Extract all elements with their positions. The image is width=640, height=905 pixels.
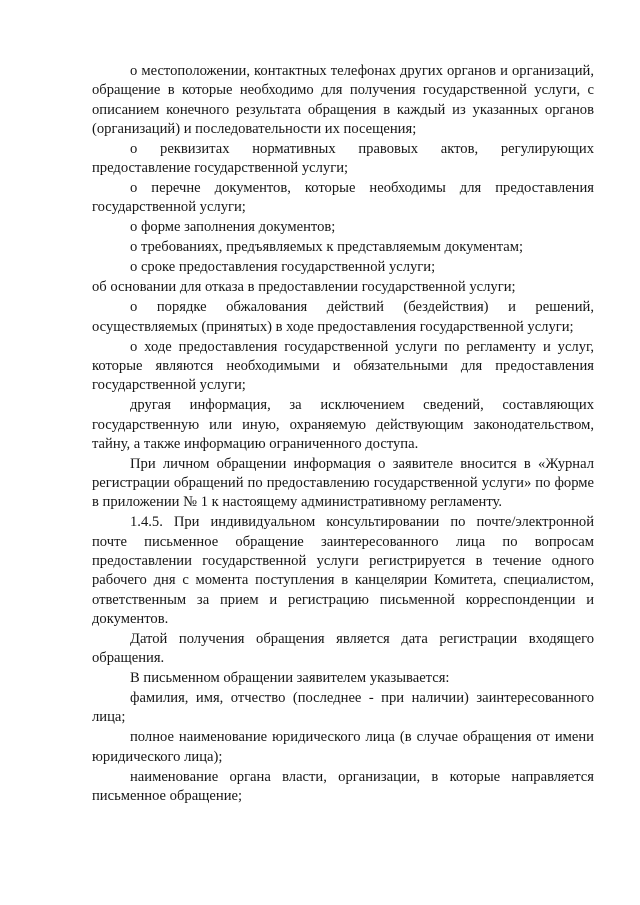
document-body	[92, 62, 594, 806]
paragraph-personal-visit: При личном обращении информация о заявителе вносится в «Журнал регистрации обращений по предоставлению государственной услуги» по форме в приложении № 1 к настоящему административному регламенту.	[92, 455, 594, 511]
paragraph-normative-acts: о реквизитах нормативных правовых актов, регулирующих предоставление государственной услуги;	[92, 140, 594, 177]
paragraph-authority-name: наименование органа власти, организации, в которые направляется письменное обращение;	[92, 768, 594, 804]
paragraph-written-request-intro: В письменном обращении заявителем указывается:	[130, 670, 450, 687]
paragraph-documents-list: о перечне документов, которые необходимы для предоставления государственной услуги;	[92, 180, 594, 216]
paragraph-location-contacts: о местоположении, контактных телефонах других органов и организаций, обращение в которые необходимо для получения государственной услуги, с описанием конечного результата обращения в каждый из указанных органов (организаций) и последовательности их посещения;	[92, 63, 594, 137]
paragraph-progress: о ходе предоставления государственной услуги по регламенту и услуг, которые являются необходимыми и обязательными для предоставления государственной услуги;	[92, 338, 594, 394]
paragraph-appeal: о порядке обжалования действий (бездействия) и решений, осуществляемых (принятых) в ходе предоставления государственной услуги;	[92, 299, 594, 335]
paragraph-form: о форме заполнения документов;	[130, 219, 336, 236]
paragraph-section-1-4-5: 1.4.5. При индивидуальном консультировании по почте/электронной почте письменное обращение заинтересованного лица по вопросам предоставлении государственной услуги регистрируется в течение одного рабочего дня с момента поступления в канцелярии Комитета, специалистом, ответственным за прием и регистрацию письменной корреспонденции и документов.	[92, 514, 594, 627]
paragraph-receipt-date: Датой получения обращения является дата регистрации входящего обращения.	[92, 630, 594, 667]
paragraph-refusal-grounds: об основании для отказа в предоставлении государственной услуги;	[92, 279, 516, 296]
paragraph-term: о сроке предоставления государственной услуги;	[130, 259, 436, 276]
paragraph-requirements: о требованиях, предъявляемых к представляемым документам;	[130, 239, 524, 256]
paragraph-other-info: другая информация, за исключением сведений, составляющих государственную или иную, охраняемую действующим законодательством, тайну, а также информацию ограниченного доступа.	[92, 397, 594, 452]
paragraph-legal-entity-name: полное наименование юридического лица (в случае обращения от имени юридического лица);	[92, 729, 594, 765]
paragraph-full-name: фамилия, имя, отчество (последнее - при наличии) заинтересованного лица;	[92, 690, 594, 726]
